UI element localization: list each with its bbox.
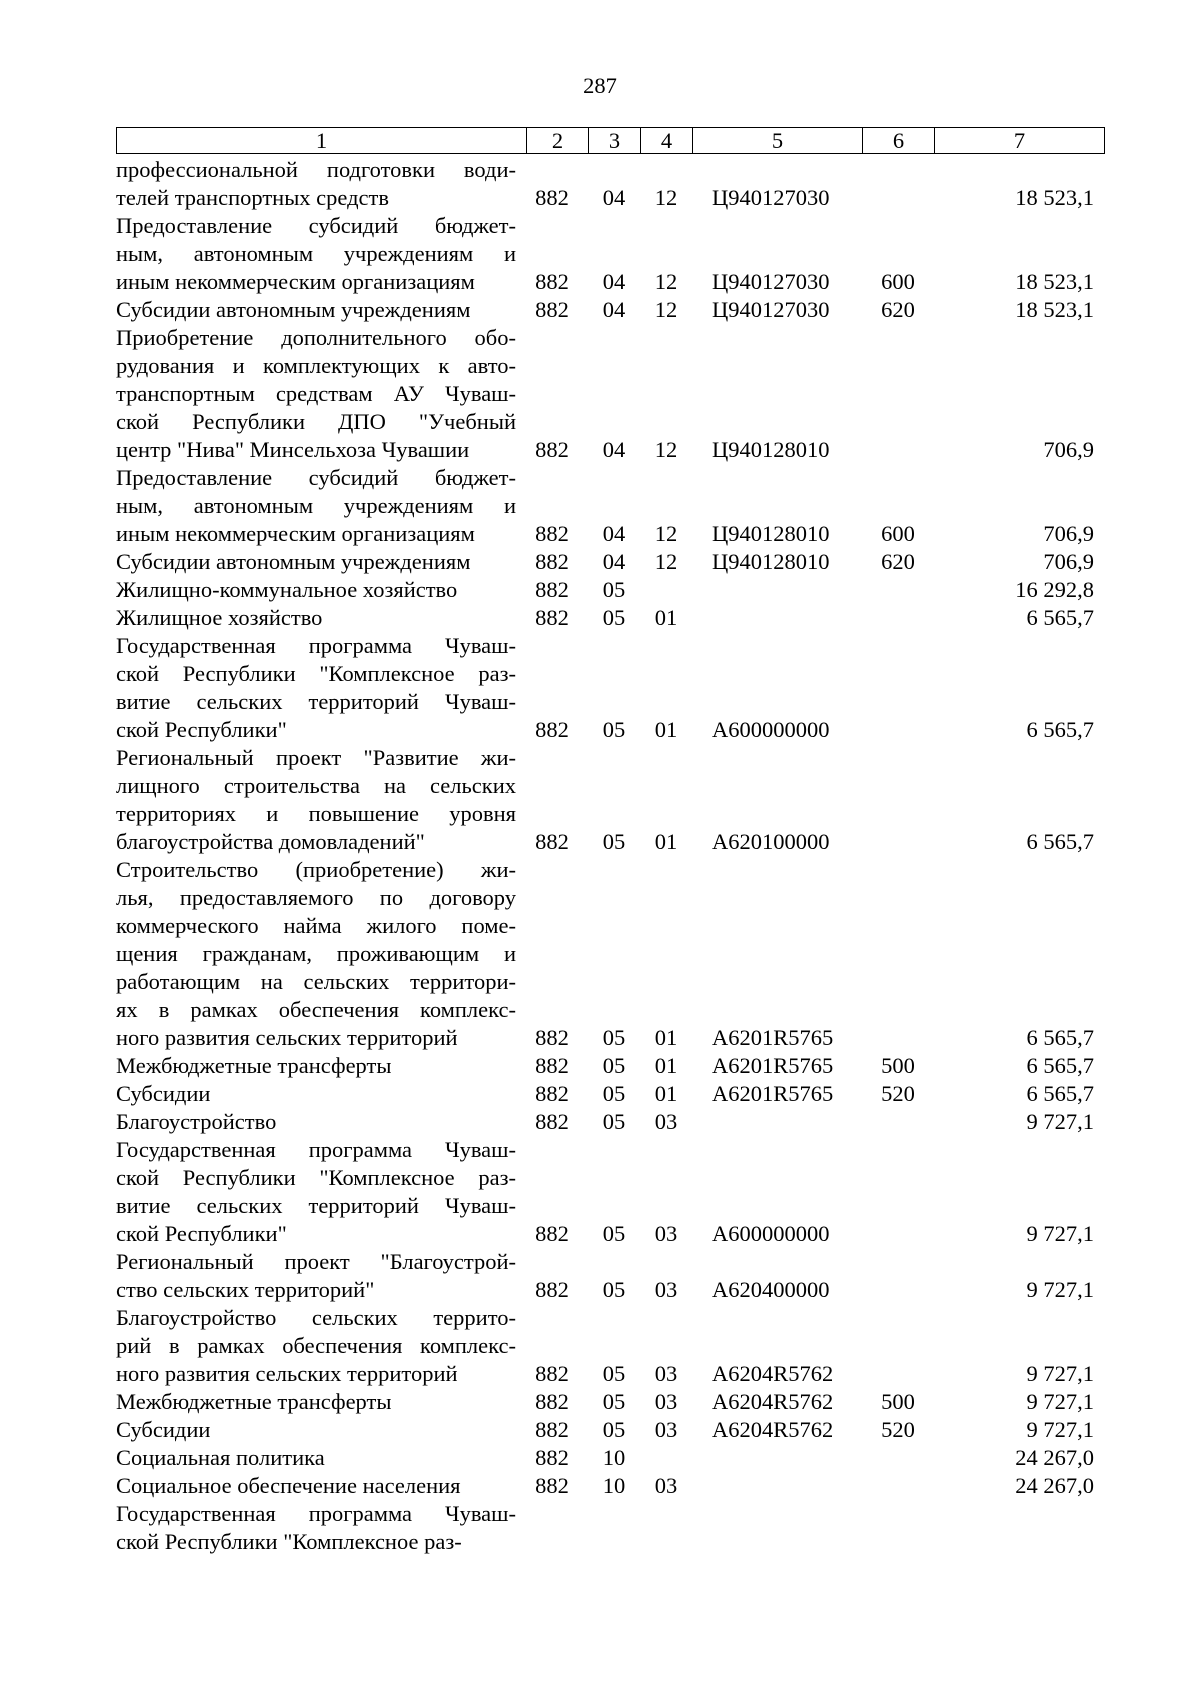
row-subsection-code: 01 — [654, 1081, 678, 1106]
row-admin-code: 882 — [535, 605, 569, 630]
row-name-line: щения гражданам, проживающим и — [116, 941, 516, 966]
row-section-code: 05 — [602, 1109, 626, 1134]
row-name-line: ской Республики" — [116, 1221, 287, 1246]
row-expense-type: 620 — [881, 549, 915, 574]
row-expense-type — [862, 1444, 934, 1472]
row-section-code: 05 — [602, 1277, 626, 1302]
row-name — [116, 1080, 516, 1108]
row-name-line: Государственная программа Чуваш- — [116, 1137, 516, 1162]
row-name-line: Жилищно-коммунальное хозяйство — [116, 577, 458, 602]
row-section-code: 04 — [602, 185, 626, 210]
row-amount: 6 565,7 — [1026, 1053, 1094, 1078]
row-name-line: рий в рамках обеспечения комплекс- — [116, 1333, 516, 1358]
row-name — [116, 1444, 516, 1472]
row-target-article: А620100000 — [712, 829, 830, 854]
row-expense-type — [862, 1304, 934, 1388]
row-section-code: 05 — [602, 1389, 626, 1414]
row-section-code: 04 — [602, 269, 626, 294]
row-name-line: лищного строительства на сельских — [116, 773, 516, 798]
row-amount: 6 565,7 — [1026, 829, 1094, 854]
row-name-line: ской Республики "Комплексное раз- — [116, 661, 516, 686]
row-name-line: ство сельских территорий" — [116, 1277, 375, 1302]
row-expense-type — [862, 324, 934, 464]
row-expense-type — [862, 1472, 934, 1500]
row-name — [116, 212, 516, 296]
table-row — [116, 576, 1104, 604]
row-section-code: 05 — [602, 1361, 626, 1386]
row-amount: 6 565,7 — [1026, 717, 1094, 742]
column-header-2: 2 — [527, 128, 589, 154]
row-expense-type: 620 — [881, 297, 915, 322]
row-target-article: Ц940128010 — [712, 437, 830, 462]
row-subsection-code — [640, 1444, 692, 1472]
row-admin-code: 882 — [535, 1109, 569, 1134]
row-name — [116, 296, 516, 324]
row-subsection-code: 03 — [654, 1361, 678, 1386]
row-name-line: Предоставление субсидий бюджет- — [116, 213, 516, 238]
row-amount: 18 523,1 — [1015, 185, 1094, 210]
row-name-line: Государственная программа Чуваш- — [116, 633, 516, 658]
row-section-code: 05 — [602, 829, 626, 854]
row-target-article: А6201R5765 — [712, 1053, 834, 1078]
row-subsection-code: 01 — [654, 717, 678, 742]
row-section-code: 05 — [602, 605, 626, 630]
row-name — [116, 1416, 516, 1444]
table-row — [116, 1500, 1104, 1556]
row-section-code: 05 — [602, 1081, 626, 1106]
row-name-line: благоустройства домовладений" — [116, 829, 425, 854]
row-name-line: Региональный проект "Развитие жи- — [116, 745, 516, 770]
table-row — [116, 548, 1104, 576]
row-target-article — [692, 604, 862, 632]
table-row — [116, 1108, 1104, 1136]
table-row — [116, 1080, 1104, 1108]
row-subsection-code: 12 — [654, 185, 678, 210]
row-admin-code: 882 — [535, 1025, 569, 1050]
row-section-code: 04 — [602, 297, 626, 322]
row-admin-code: 882 — [535, 577, 569, 602]
row-name — [116, 324, 516, 464]
row-admin-code: 882 — [535, 1389, 569, 1414]
row-name-line: коммерческого найма жилого поме- — [116, 913, 516, 938]
row-section-code: 05 — [602, 1053, 626, 1078]
row-section-code: 10 — [602, 1445, 626, 1470]
row-subsection-code: 12 — [654, 269, 678, 294]
row-target-article: Ц940127030 — [712, 297, 830, 322]
row-target-article: А600000000 — [712, 717, 830, 742]
row-subsection-code — [640, 576, 692, 604]
row-admin-code: 882 — [535, 1417, 569, 1442]
row-name-line: витие сельских территорий Чуваш- — [116, 1193, 516, 1218]
row-amount: 9 727,1 — [1026, 1109, 1094, 1134]
row-name-line: ного развития сельских территорий — [116, 1361, 458, 1386]
row-subsection-code: 12 — [654, 521, 678, 546]
row-amount: 9 727,1 — [1026, 1277, 1094, 1302]
row-name — [116, 1108, 516, 1136]
row-amount: 9 727,1 — [1026, 1417, 1094, 1442]
row-name-line: Субсидии — [116, 1081, 211, 1106]
row-name — [116, 632, 516, 744]
row-name — [116, 1388, 516, 1416]
row-target-article — [692, 1108, 862, 1136]
column-header-4: 4 — [641, 128, 693, 154]
row-name-line: Межбюджетные трансферты — [116, 1053, 392, 1078]
row-admin-code: 882 — [535, 1277, 569, 1302]
row-expense-type — [862, 1248, 934, 1304]
row-name-line: Субсидии — [116, 1417, 211, 1442]
row-name — [116, 604, 516, 632]
row-name-line: ным, автономным учреждениям и — [116, 493, 516, 518]
table-row — [116, 296, 1104, 324]
row-name-line: витие сельских территорий Чуваш- — [116, 689, 516, 714]
row-subsection-code: 12 — [654, 297, 678, 322]
row-name-line: ской Республики "Комплексное раз- — [116, 1529, 462, 1554]
row-section-code: 04 — [602, 437, 626, 462]
row-name — [116, 1052, 516, 1080]
row-target-article — [692, 1472, 862, 1500]
row-name — [116, 156, 516, 212]
row-admin-code: 882 — [535, 829, 569, 854]
row-expense-type — [862, 1136, 934, 1248]
row-section-code: 05 — [602, 1025, 626, 1050]
row-subsection-code: 01 — [654, 1053, 678, 1078]
row-expense-type: 520 — [881, 1417, 915, 1442]
row-expense-type — [862, 632, 934, 744]
row-subsection-code: 03 — [654, 1221, 678, 1246]
row-target-article: А6204R5762 — [712, 1417, 834, 1442]
row-expense-type: 600 — [881, 521, 915, 546]
table-row — [116, 856, 1104, 1052]
row-amount: 18 523,1 — [1015, 297, 1094, 322]
row-name-line: Субсидии автономным учреждениям — [116, 297, 471, 322]
row-section-code: 10 — [602, 1473, 626, 1498]
row-target-article: А620400000 — [712, 1277, 830, 1302]
row-subsection-code: 01 — [654, 829, 678, 854]
row-expense-type: 500 — [881, 1053, 915, 1078]
row-admin-code — [516, 1500, 588, 1556]
table-row — [116, 1472, 1104, 1500]
table-row — [116, 632, 1104, 744]
row-subsection-code: 03 — [654, 1389, 678, 1414]
row-admin-code: 882 — [535, 1081, 569, 1106]
table-row — [116, 156, 1104, 212]
row-amount: 24 267,0 — [1015, 1445, 1094, 1470]
row-amount: 6 565,7 — [1026, 605, 1094, 630]
row-admin-code: 882 — [535, 1221, 569, 1246]
row-amount: 6 565,7 — [1026, 1025, 1094, 1050]
table-row — [116, 324, 1104, 464]
row-target-article: Ц940127030 — [712, 185, 830, 210]
page-number: 287 — [583, 73, 617, 98]
row-target-article: А6201R5765 — [712, 1081, 834, 1106]
row-name-line: ской Республики ДПО "Учебный — [116, 409, 516, 434]
row-admin-code: 882 — [535, 297, 569, 322]
row-name-line: Строительство (приобретение) жи- — [116, 857, 516, 882]
row-name-line: Приобретение дополнительного обо- — [116, 325, 516, 350]
column-header-6: 6 — [863, 128, 935, 154]
column-header-table — [116, 127, 1105, 154]
row-name-line: Жилищное хозяйство — [116, 605, 323, 630]
row-expense-type — [862, 856, 934, 1052]
row-admin-code: 882 — [535, 1473, 569, 1498]
row-target-article — [692, 1444, 862, 1472]
row-amount: 9 727,1 — [1026, 1221, 1094, 1246]
row-name-line: иным некоммерческим организациям — [116, 269, 475, 294]
row-subsection-code: 03 — [654, 1417, 678, 1442]
row-subsection-code: 01 — [654, 605, 678, 630]
row-name-line: профессиональной подготовки води- — [116, 157, 516, 182]
table-row — [116, 1248, 1104, 1304]
row-name-line: ного развития сельских территорий — [116, 1025, 458, 1050]
row-name-line: иным некоммерческим организациям — [116, 521, 475, 546]
row-target-article: Ц940128010 — [712, 521, 830, 546]
row-admin-code: 882 — [535, 1053, 569, 1078]
table-row — [116, 212, 1104, 296]
row-amount: 706,9 — [1043, 437, 1094, 462]
table-row — [116, 1304, 1104, 1388]
row-admin-code: 882 — [535, 269, 569, 294]
row-subsection-code — [640, 1500, 692, 1556]
row-name-line: лья, предоставляемого по договору — [116, 885, 516, 910]
row-subsection-code: 03 — [654, 1109, 678, 1134]
row-subsection-code: 01 — [654, 1025, 678, 1050]
row-target-article: А6204R5762 — [712, 1389, 834, 1414]
row-section-code — [588, 1500, 640, 1556]
row-admin-code: 882 — [535, 521, 569, 546]
row-target-article: А600000000 — [712, 1221, 830, 1246]
row-target-article — [692, 576, 862, 604]
row-admin-code: 882 — [535, 1361, 569, 1386]
row-expense-type — [862, 1108, 934, 1136]
column-header-1: 1 — [117, 128, 527, 154]
row-expense-type — [862, 1500, 934, 1556]
column-header-3: 3 — [589, 128, 641, 154]
row-expense-type — [862, 576, 934, 604]
table-row — [116, 1416, 1104, 1444]
row-name-line: ным, автономным учреждениям и — [116, 241, 516, 266]
row-name-line: ях в рамках обеспечения комплекс- — [116, 997, 516, 1022]
row-name-line: Межбюджетные трансферты — [116, 1389, 392, 1414]
row-name-line: Государственная программа Чуваш- — [116, 1501, 516, 1526]
row-amount — [934, 1500, 1104, 1556]
row-subsection-code: 03 — [654, 1473, 678, 1498]
row-amount: 18 523,1 — [1015, 269, 1094, 294]
row-admin-code: 882 — [535, 185, 569, 210]
column-header-7: 7 — [935, 128, 1105, 154]
row-subsection-code: 03 — [654, 1277, 678, 1302]
row-subsection-code: 12 — [654, 437, 678, 462]
row-name-line: территориях и повышение уровня — [116, 801, 516, 826]
row-name-line: Предоставление субсидий бюджет- — [116, 465, 516, 490]
row-amount: 706,9 — [1043, 549, 1094, 574]
row-target-article: А6201R5765 — [712, 1025, 834, 1050]
row-name — [116, 576, 516, 604]
row-admin-code: 882 — [535, 437, 569, 462]
row-name — [116, 1136, 516, 1248]
row-section-code: 05 — [602, 717, 626, 742]
column-header-row — [117, 128, 1105, 154]
row-target-article: Ц940127030 — [712, 269, 830, 294]
row-expense-type: 520 — [881, 1081, 915, 1106]
row-section-code: 05 — [602, 577, 626, 602]
row-name-line: Социальное обеспечение населения — [116, 1473, 461, 1498]
row-expense-type — [862, 604, 934, 632]
table-row — [116, 604, 1104, 632]
row-expense-type — [862, 744, 934, 856]
row-section-code: 04 — [602, 521, 626, 546]
row-expense-type: 600 — [881, 269, 915, 294]
row-target-article: А6204R5762 — [712, 1361, 834, 1386]
row-name-line: рудования и комплектующих к авто- — [116, 353, 516, 378]
row-expense-type — [862, 156, 934, 212]
row-name-line: Социальная политика — [116, 1445, 325, 1470]
row-name-line: ской Республики "Комплексное раз- — [116, 1165, 516, 1190]
row-amount: 9 727,1 — [1026, 1361, 1094, 1386]
table-row — [116, 1388, 1104, 1416]
row-name-line: Благоустройство — [116, 1109, 277, 1134]
row-name-line: Региональный проект "Благоустрой- — [116, 1249, 516, 1274]
row-target-article: Ц940128010 — [712, 549, 830, 574]
row-name-line: телей транспортных средств — [116, 185, 389, 210]
row-amount: 6 565,7 — [1026, 1081, 1094, 1106]
row-name-line: ской Республики" — [116, 717, 287, 742]
row-name — [116, 1472, 516, 1500]
table-row — [116, 1444, 1104, 1472]
column-header-5: 5 — [693, 128, 863, 154]
row-name-line: Благоустройство сельских террито- — [116, 1305, 516, 1330]
row-admin-code: 882 — [535, 549, 569, 574]
row-amount: 706,9 — [1043, 521, 1094, 546]
row-section-code: 05 — [602, 1417, 626, 1442]
row-section-code: 05 — [602, 1221, 626, 1246]
row-name — [116, 1500, 516, 1556]
table-row — [116, 464, 1104, 548]
row-name — [116, 548, 516, 576]
row-admin-code: 882 — [535, 717, 569, 742]
row-section-code: 04 — [602, 549, 626, 574]
row-admin-code: 882 — [535, 1445, 569, 1470]
row-amount: 24 267,0 — [1015, 1473, 1094, 1498]
table-row — [116, 1136, 1104, 1248]
row-name — [116, 464, 516, 548]
table-row — [116, 1052, 1104, 1080]
row-name — [116, 1304, 516, 1388]
row-name-line: транспортным средствам АУ Чуваш- — [116, 381, 516, 406]
row-name — [116, 1248, 516, 1304]
row-name-line: работающим на сельских территори- — [116, 969, 516, 994]
budget-table-body — [116, 156, 1104, 1556]
table-row — [116, 744, 1104, 856]
row-target-article — [692, 1500, 862, 1556]
row-amount: 9 727,1 — [1026, 1389, 1094, 1414]
row-name-line: Субсидии автономным учреждениям — [116, 549, 471, 574]
row-expense-type: 500 — [881, 1389, 915, 1414]
row-amount: 16 292,8 — [1015, 577, 1094, 602]
row-name-line: центр "Нива" Минсельхоза Чувашии — [116, 437, 470, 462]
row-name — [116, 744, 516, 856]
row-subsection-code: 12 — [654, 549, 678, 574]
row-name — [116, 856, 516, 1052]
budget-table — [116, 156, 1104, 1556]
